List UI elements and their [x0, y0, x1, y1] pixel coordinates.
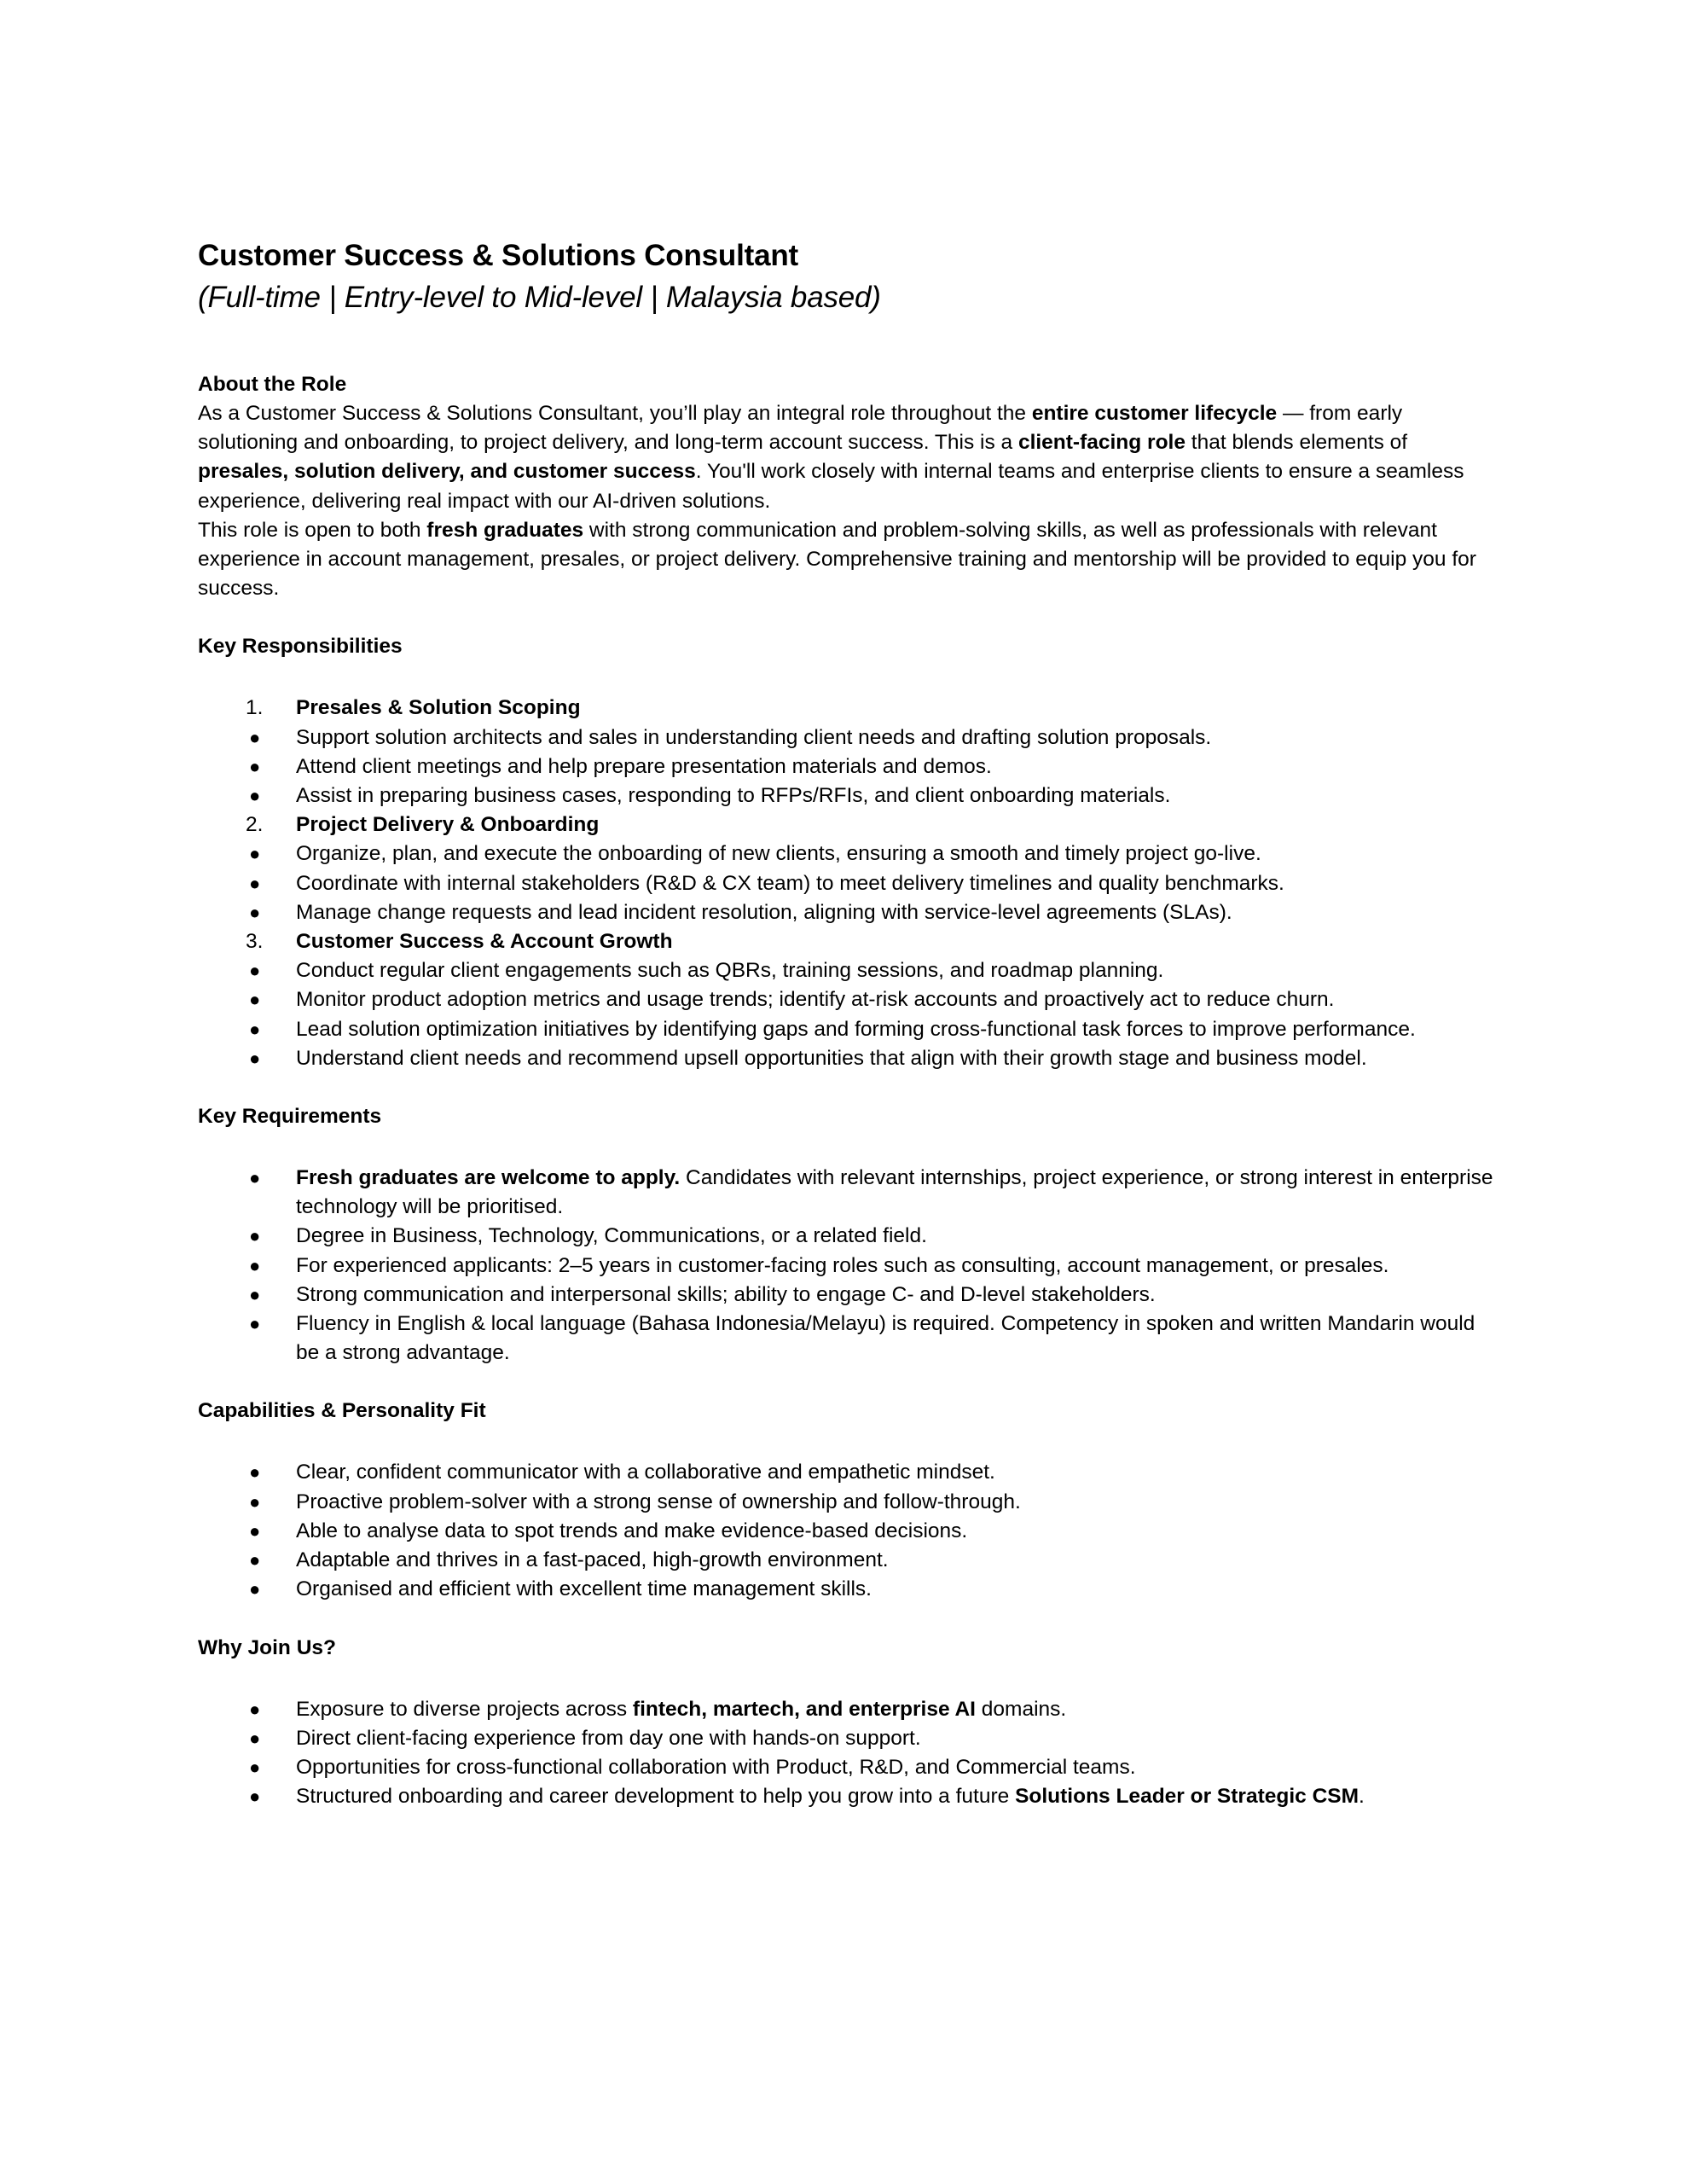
text-span: that blends elements of — [1185, 431, 1408, 455]
list-number: 2. — [246, 813, 264, 837]
responsibility-group-title — [198, 694, 1494, 723]
bullet-icon: ● — [249, 1698, 261, 1720]
list-item-text: Monitor product adoption metrics and usage trends; identify at-risk accounts and proactively act to reduce churn. — [296, 988, 1335, 1012]
capabilities-heading: Capabilities & Personality Fit — [198, 1399, 486, 1423]
bullet-icon: ● — [249, 726, 261, 748]
list-item-text: domains. — [976, 1697, 1067, 1721]
list-item-text: Assist in preparing business cases, responding to RFPs/RFIs, and client onboarding materials. — [296, 784, 1171, 808]
responsibilities-list — [198, 694, 1494, 1073]
list-item — [198, 1724, 1494, 1753]
requirements-heading: Key Requirements — [198, 1105, 382, 1129]
list-item — [198, 1222, 1494, 1251]
list-number: 1. — [246, 696, 264, 720]
bullet-icon: ● — [249, 1167, 261, 1189]
bullet-icon: ● — [249, 1047, 261, 1069]
list-item — [198, 723, 1494, 752]
list-item-text: Able to analyse data to spot trends and make evidence-based decisions. — [296, 1519, 968, 1542]
list-item — [198, 781, 1494, 810]
list-item-text: Organised and efficient with excellent time management skills. — [296, 1577, 872, 1601]
bold-span: presales, solution delivery, and customer success — [198, 460, 696, 484]
list-item-text: Support solution architects and sales in understanding client needs and drafting solution proposals. — [296, 725, 1212, 749]
requirements-section — [198, 1102, 1494, 1368]
list-item-text: Clear, confident communicator with a collaborative and empathetic mindset. — [296, 1461, 995, 1484]
bold-span: fresh graduates — [426, 518, 584, 542]
list-item-text: Direct client-facing experience from day one with hands-on support. — [296, 1726, 921, 1750]
bullet-icon: ● — [249, 1018, 261, 1040]
list-number: 3. — [246, 930, 264, 954]
list-item-text: Coordinate with internal stakeholders (R&D & CX team) to meet delivery timelines and quality benchmarks. — [296, 871, 1284, 895]
bullet-icon: ● — [249, 1727, 261, 1749]
list-item-text: . — [1359, 1785, 1365, 1809]
text-span: . You'll work closely with internal teams and enterprise clients to ensure a seamless experience, delivering real impact with our AI-driven solutions. — [198, 460, 1464, 513]
capabilities-list — [198, 1458, 1494, 1604]
requirements-list — [198, 1164, 1494, 1368]
bullet-icon: ● — [249, 755, 261, 777]
bullet-icon: ● — [249, 785, 261, 807]
bullet-icon: ● — [249, 843, 261, 865]
list-item — [198, 1753, 1494, 1782]
bullet-icon: ● — [249, 960, 261, 982]
list-item — [198, 1488, 1494, 1517]
list-item — [198, 1281, 1494, 1310]
list-item-text: Understand client needs and recommend upsell opportunities that align with their growth stage and business model. — [296, 1046, 1367, 1070]
list-item-text: Proactive problem-solver with a strong sense of ownership and follow-through. — [296, 1490, 1021, 1513]
bullet-icon: ● — [249, 1490, 261, 1513]
bold-span: Fresh graduates are welcome to apply. — [296, 1166, 681, 1190]
job-description-document — [198, 235, 1494, 1811]
bold-span: client-facing role — [1017, 431, 1186, 455]
list-item-text: Attend client meetings and help prepare presentation materials and demos. — [296, 754, 992, 778]
responsibilities-section — [198, 632, 1494, 1073]
bullet-icon: ● — [249, 872, 261, 894]
list-item-text: Conduct regular client engagements such as QBRs, training sessions, and roadmap planning. — [296, 959, 1164, 983]
bold-span: entire customer lifecycle — [1031, 402, 1278, 425]
responsibilities-heading: Key Responsibilities — [198, 635, 403, 659]
list-item — [198, 1782, 1494, 1811]
list-item-text: Degree in Business, Technology, Communications, or a related field. — [296, 1224, 927, 1248]
text-span: — from early solutioning and onboarding, to project delivery, and long-term account success. This is a — [198, 402, 1403, 455]
bullet-icon: ● — [249, 901, 261, 923]
bullet-icon: ● — [249, 989, 261, 1011]
list-item — [198, 839, 1494, 868]
about-heading: About the Role — [198, 373, 347, 396]
bullet-icon: ● — [249, 1549, 261, 1571]
list-item-text: Candidates with relevant internships, project experience, or strong interest in enterprise technology will be prioritised. — [296, 1166, 1493, 1219]
about-paragraph-2 — [198, 516, 1494, 604]
why-join-heading: Why Join Us? — [198, 1635, 336, 1659]
bullet-icon: ● — [249, 1578, 261, 1600]
list-item-text: Fluency in English & local language (Bahasa Indonesia/Melayu) is required. Competency in spoken and written Mandarin would be a strong advantage. — [296, 1312, 1475, 1365]
list-item — [198, 1164, 1494, 1222]
bullet-icon: ● — [249, 1786, 261, 1808]
text-span: with strong communication and problem-solving skills, as well as professionals with relevant experience in account management, presales, or project delivery. Comprehensive training and mentorship will be provided to equip you for success. — [198, 518, 1476, 601]
list-item-text: Structured onboarding and career development to help you grow into a future — [296, 1785, 1016, 1809]
group-title-text: Project Delivery & Onboarding — [296, 813, 600, 837]
bold-span: Solutions Leader or Strategic CSM — [1015, 1785, 1359, 1809]
capabilities-section — [198, 1397, 1494, 1604]
list-item — [198, 752, 1494, 781]
why-join-list — [198, 1695, 1494, 1812]
list-item — [198, 1575, 1494, 1604]
about-section — [198, 370, 1494, 603]
bullet-icon: ● — [249, 1519, 261, 1542]
bullet-icon: ● — [249, 1313, 261, 1335]
document-subtitle: (Full-time | Entry-level to Mid-level | Malaysia based) — [198, 281, 881, 314]
list-item-text: Adaptable and thrives in a fast-paced, high-growth environment. — [296, 1548, 889, 1572]
bullet-icon: ● — [249, 1756, 261, 1778]
list-item — [198, 898, 1494, 927]
list-item-text: Exposure to diverse projects across — [296, 1697, 633, 1721]
list-item — [198, 1546, 1494, 1575]
list-item-text: Opportunities for cross-functional collaboration with Product, R&D, and Commercial teams. — [296, 1755, 1136, 1779]
group-title-text: Customer Success & Account Growth — [296, 930, 673, 954]
list-item — [198, 1252, 1494, 1281]
text-span: As a Customer Success & Solutions Consultant, you’ll play an integral role throughout the — [198, 402, 1032, 425]
list-item-text: For experienced applicants: 2–5 years in customer-facing roles such as consulting, account management, or presales. — [296, 1253, 1389, 1277]
list-item — [198, 1458, 1494, 1487]
list-item — [198, 1517, 1494, 1546]
document-title: Customer Success & Solutions Consultant — [198, 239, 798, 272]
text-span: This role is open to both — [198, 518, 427, 542]
list-item — [198, 869, 1494, 898]
why-join-section — [198, 1634, 1494, 1812]
list-item-text: Strong communication and interpersonal skills; ability to engage C- and D-level stakeholders. — [296, 1282, 1156, 1306]
bold-span: fintech, martech, and enterprise AI — [632, 1697, 976, 1721]
list-item-text: Manage change requests and lead incident resolution, aligning with service-level agreements (SLAs). — [296, 900, 1232, 924]
list-item-text: Lead solution optimization initiatives by identifying gaps and forming cross-functional task forces to improve performance. — [296, 1017, 1416, 1041]
list-item — [198, 1015, 1494, 1044]
list-item — [198, 956, 1494, 985]
group-title-text: Presales & Solution Scoping — [296, 696, 581, 720]
list-item — [198, 985, 1494, 1014]
about-paragraph-1 — [198, 399, 1494, 516]
bullet-icon: ● — [249, 1461, 261, 1484]
responsibility-group-title — [198, 810, 1494, 839]
bullet-icon: ● — [249, 1254, 261, 1276]
list-item — [198, 1695, 1494, 1724]
bullet-icon: ● — [249, 1225, 261, 1247]
responsibility-group-title — [198, 927, 1494, 956]
list-item — [198, 1044, 1494, 1073]
list-item-text: Organize, plan, and execute the onboarding of new clients, ensuring a smooth and timely project go-live. — [296, 842, 1261, 866]
list-item — [198, 1310, 1494, 1368]
bullet-icon: ● — [249, 1283, 261, 1305]
